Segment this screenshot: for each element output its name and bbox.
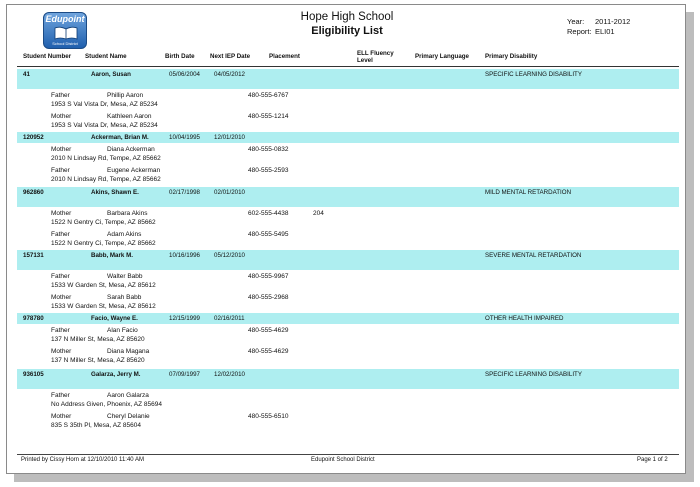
contact-relation: Mother — [51, 210, 72, 217]
contact-address: 1533 W Garden St, Mesa, AZ 85612 — [51, 282, 156, 289]
contact-relation: Father — [51, 273, 70, 280]
contact-address: No Address Given, Phoenix, AZ 85694 — [51, 401, 162, 408]
student-row — [17, 187, 679, 207]
contact-name: Alan Facio — [107, 327, 138, 334]
contact-phone: 480-555-1214 — [248, 113, 289, 120]
student-row — [17, 69, 679, 89]
contact-relation: Mother — [51, 113, 72, 120]
next-iep-date: 12/02/2010 — [214, 371, 245, 378]
birth-date: 10/04/1995 — [169, 134, 200, 141]
contact-phone: 480-555-2593 — [248, 167, 289, 174]
year-value: 2011-2012 — [595, 17, 631, 26]
student-number: 157131 — [23, 252, 44, 259]
student-row — [17, 132, 679, 143]
col-ell-fluency: ELL Fluency Level — [357, 50, 394, 64]
school-name: Hope High School — [300, 11, 394, 23]
contact-address: 137 N Miller St, Mesa, AZ 85620 — [51, 336, 145, 343]
contact-name: Barbara Akins — [107, 210, 148, 217]
contact-relation: Mother — [51, 146, 72, 153]
student-name: Babb, Mark M. — [91, 252, 133, 259]
contact-name: Eugene Ackerman — [107, 167, 161, 174]
next-iep-date: 02/16/2011 — [214, 315, 245, 322]
report-page — [6, 4, 686, 474]
student-name: Galarza, Jerry M. — [91, 371, 141, 378]
header-rule — [17, 66, 679, 67]
next-iep-date: 02/01/2010 — [214, 189, 245, 196]
contact-name: Phillip Aaron — [107, 92, 144, 99]
contact-phone: 480-555-4629 — [248, 327, 289, 334]
col-placement: Placement — [269, 53, 300, 60]
contact-extension: 204 — [313, 210, 324, 217]
student-number: 936105 — [23, 371, 44, 378]
contact-name: Walter Babb — [107, 273, 143, 280]
contact-phone: 480-555-2968 — [248, 294, 289, 301]
birth-date: 12/15/1999 — [169, 315, 200, 322]
logo-subtext: School District — [52, 41, 78, 46]
contact-address: 137 N Miller St, Mesa, AZ 85620 — [51, 357, 145, 364]
contact-name: Sarah Babb — [107, 294, 142, 301]
contact-name: Diana Magana — [107, 348, 150, 355]
footer-district: Edupoint School District — [311, 457, 375, 463]
contact-name: Kathleen Aaron — [107, 113, 152, 120]
col-student-number: Student Number — [23, 53, 72, 60]
footer-page: Page 1 of 2 — [637, 457, 668, 463]
student-number: 41 — [23, 71, 30, 78]
col-birth-date: Birth Date — [165, 53, 195, 60]
primary-disability: OTHER HEALTH IMPAIRED — [485, 315, 564, 322]
footer-rule — [17, 454, 679, 455]
col-next-iep: Next IEP Date — [210, 53, 251, 60]
primary-disability: SEVERE MENTAL RETARDATION — [485, 252, 582, 259]
col-primary-disability: Primary Disability — [485, 53, 538, 60]
contact-phone: 480-555-5495 — [248, 231, 289, 238]
student-name: Facio, Wayne E. — [91, 315, 138, 322]
contact-phone: 480-555-6767 — [248, 92, 289, 99]
primary-disability: MILD MENTAL RETARDATION — [485, 189, 572, 196]
primary-disability: SPECIFIC LEARNING DISABILITY — [485, 371, 582, 378]
next-iep-date: 05/12/2010 — [214, 252, 245, 259]
footer-printed: Printed by Cissy Horn at 12/10/2010 11:40 AM — [21, 457, 144, 463]
report-title: Eligibility List — [311, 25, 383, 37]
student-number: 962860 — [23, 189, 44, 196]
next-iep-date: 12/01/2010 — [214, 134, 245, 141]
student-row — [17, 369, 679, 389]
next-iep-date: 04/05/2012 — [214, 71, 245, 78]
student-row — [17, 250, 679, 270]
contact-relation: Father — [51, 327, 70, 334]
student-name: Akins, Shawn E. — [91, 189, 139, 196]
birth-date: 02/17/1998 — [169, 189, 200, 196]
contact-phone: 480-555-4629 — [248, 348, 289, 355]
contact-relation: Father — [51, 92, 70, 99]
contact-name: Cheryl Delanie — [107, 413, 150, 420]
contact-address: 2010 N Lindsay Rd, Tempe, AZ 85662 — [51, 176, 161, 183]
contact-relation: Father — [51, 231, 70, 238]
logo-text: Edupoint — [45, 14, 85, 24]
contact-address: 2010 N Lindsay Rd, Tempe, AZ 85662 — [51, 155, 161, 162]
contact-name: Aaron Galarza — [107, 392, 149, 399]
contact-relation: Mother — [51, 413, 72, 420]
col-student-name: Student Name — [85, 53, 127, 60]
contact-phone: 480-555-9967 — [248, 273, 289, 280]
contact-relation: Father — [51, 392, 70, 399]
contact-address: 1522 N Gentry Ci, Tempe, AZ 85662 — [51, 219, 156, 226]
contact-address: 1533 W Garden St, Mesa, AZ 85612 — [51, 303, 156, 310]
contact-address: 1953 S Val Vista Dr, Mesa, AZ 85234 — [51, 101, 158, 108]
contact-name: Adam Akins — [107, 231, 142, 238]
primary-disability: SPECIFIC LEARNING DISABILITY — [485, 71, 582, 78]
birth-date: 10/16/1996 — [169, 252, 200, 259]
contact-relation: Mother — [51, 348, 72, 355]
contact-relation: Father — [51, 167, 70, 174]
year-label: Year: — [567, 17, 585, 26]
student-number: 978780 — [23, 315, 44, 322]
student-row — [17, 313, 679, 324]
col-primary-language: Primary Language — [415, 53, 469, 60]
student-name: Ackerman, Brian M. — [91, 134, 149, 141]
birth-date: 05/06/2004 — [169, 71, 200, 78]
contact-relation: Mother — [51, 294, 72, 301]
report-value: ELI01 — [595, 27, 615, 36]
birth-date: 07/09/1997 — [169, 371, 200, 378]
contact-phone: 480-555-0832 — [248, 146, 289, 153]
contact-phone: 480-555-6510 — [248, 413, 289, 420]
contact-address: 1522 N Gentry Ci, Tempe, AZ 85662 — [51, 240, 156, 247]
contact-phone: 602-555-4438 — [248, 210, 289, 217]
contact-address: 1953 S Val Vista Dr, Mesa, AZ 85234 — [51, 122, 158, 129]
student-name: Aaron, Susan — [91, 71, 131, 78]
student-number: 120952 — [23, 134, 44, 141]
contact-name: Diana Ackerman — [107, 146, 155, 153]
contact-address: 835 S 35th Pl, Mesa, AZ 85604 — [51, 422, 141, 429]
report-label: Report: — [567, 27, 592, 36]
